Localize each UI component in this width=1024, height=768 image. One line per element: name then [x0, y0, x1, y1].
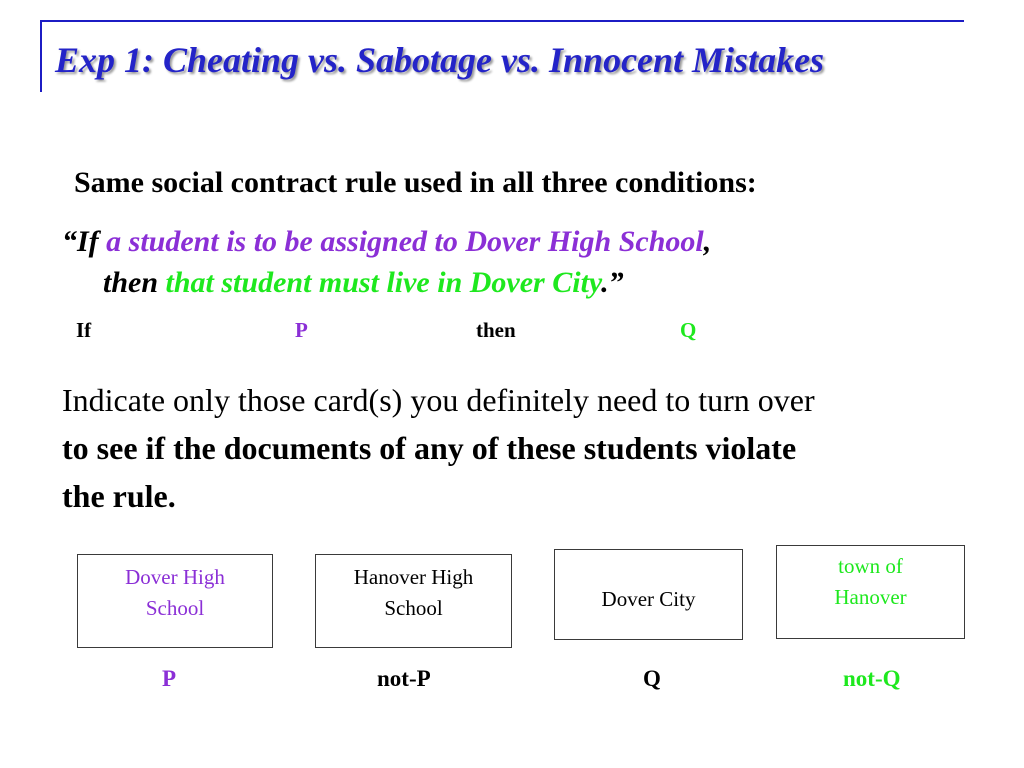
card-caption-q: Q — [643, 666, 661, 691]
rule-line-1 — [62, 225, 711, 259]
card-line: Dover High — [125, 565, 225, 589]
rule-open-if: “If — [62, 225, 99, 258]
card-hanover-high-school[interactable] — [315, 554, 512, 648]
card-line: School — [145, 596, 205, 620]
rule-comma: , — [703, 225, 712, 258]
card-town-of-hanover[interactable] — [776, 545, 965, 639]
label-if: If — [76, 318, 92, 342]
instruction-line-2: to see if the documents of any of these students violate — [62, 430, 797, 466]
slide-title: Exp 1: Cheating vs. Sabotage vs. Innocent Mistakes — [55, 40, 825, 80]
card-caption-p: P — [162, 666, 177, 691]
card-line: Dover City — [601, 587, 696, 611]
side-rule — [40, 20, 42, 92]
card-line: Hanover High — [353, 565, 474, 589]
rule-then: then — [103, 266, 159, 299]
card-caption-not-p: not-P — [377, 666, 431, 691]
card-line: School — [384, 596, 443, 620]
rule-antecedent: a student is to be assigned to Dover High School — [106, 225, 704, 258]
top-rule — [40, 20, 964, 22]
label-then: then — [476, 318, 516, 342]
rule-close: .” — [601, 266, 624, 299]
card-line: town of — [838, 554, 903, 578]
intro-text: Same social contract rule used in all three conditions: — [74, 166, 757, 199]
label-p: P — [295, 318, 308, 342]
rule-line-2 — [103, 266, 624, 300]
card-caption-not-q: not-Q — [843, 666, 901, 691]
card-dover-high-school[interactable] — [77, 554, 273, 648]
label-q: Q — [680, 318, 697, 342]
instruction-line-3: the rule. — [62, 478, 176, 514]
card-dover-city[interactable] — [554, 549, 743, 640]
instruction-line-1: Indicate only those card(s) you definitely need to turn over — [62, 382, 815, 418]
rule-consequent: that student must live in Dover City — [165, 266, 602, 299]
card-line: Hanover — [834, 585, 907, 609]
